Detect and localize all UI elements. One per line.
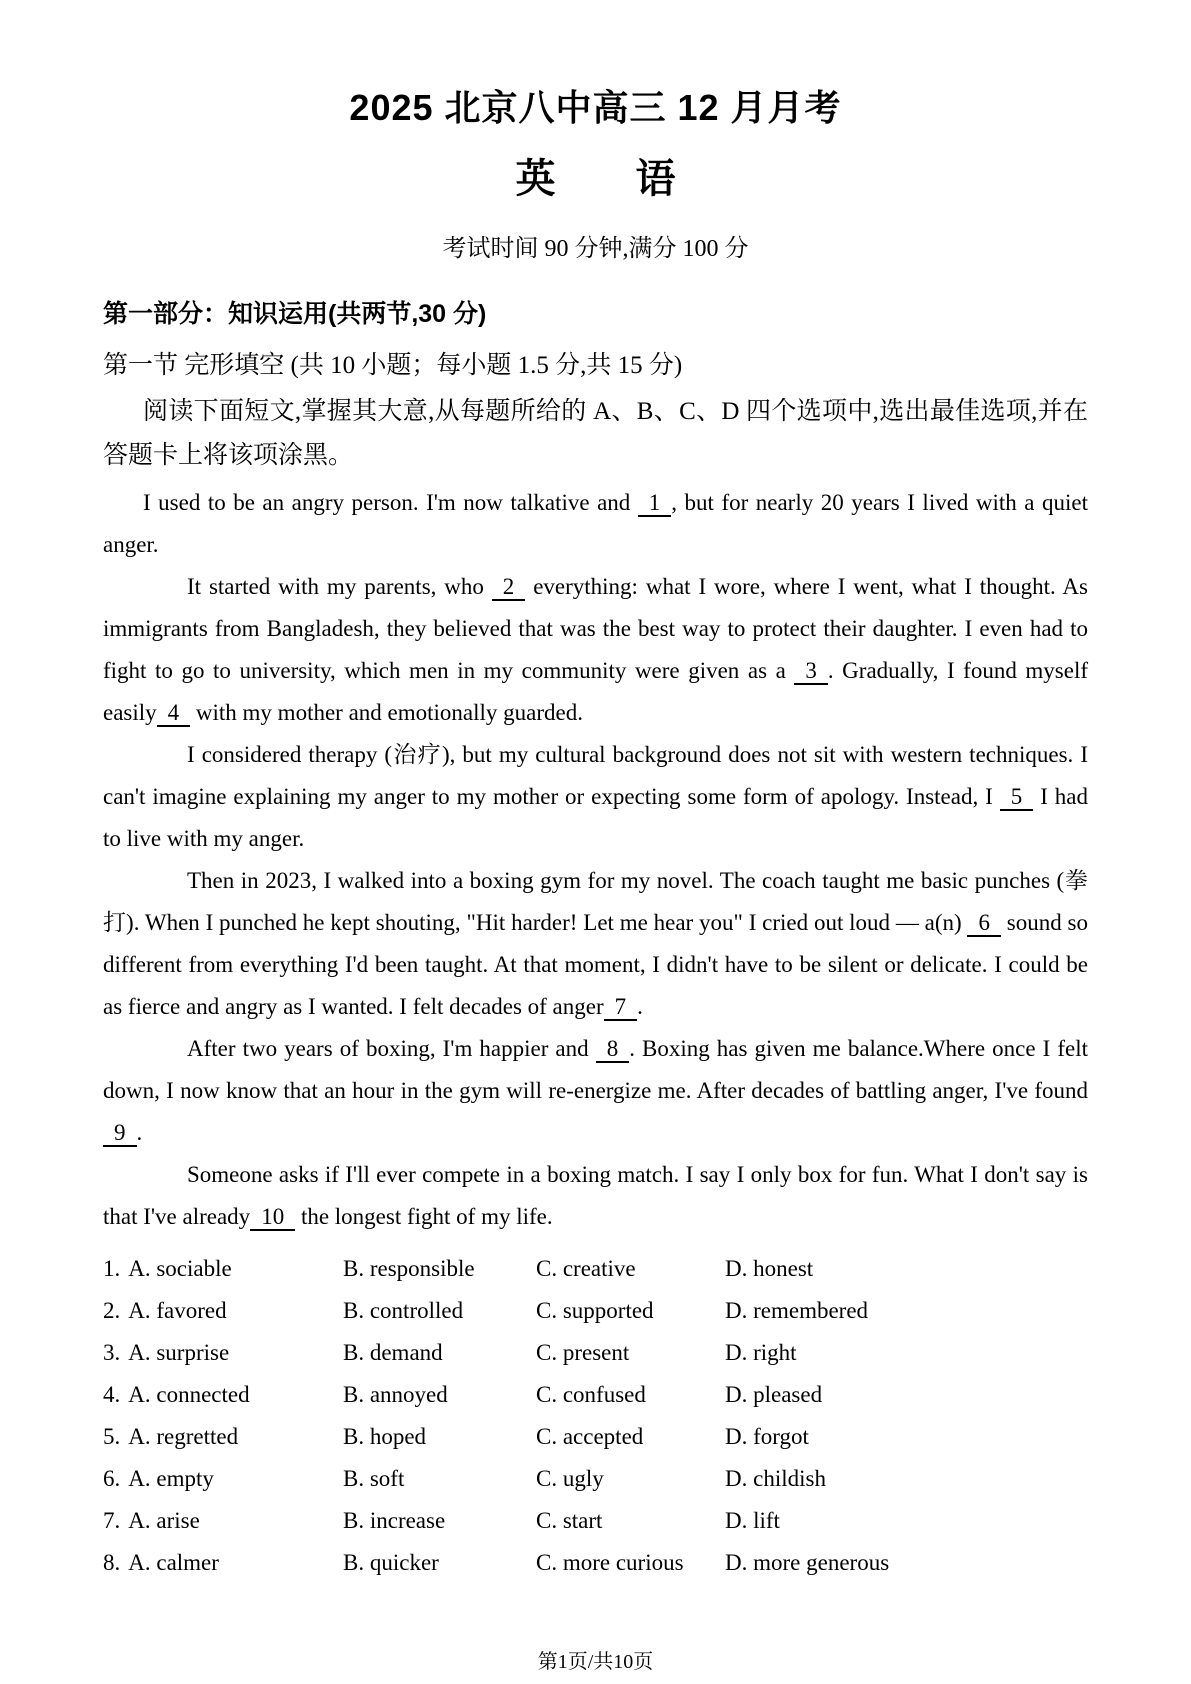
question-row-5 (103, 1416, 1088, 1458)
passage-paragraph: I used to be an angry person. I'm now talkative and 1 , but for nearly 20 years I lived with a quiet anger. (103, 490, 1089, 557)
option-label: D. forgot (725, 1424, 809, 1449)
question-number: 7. (103, 1508, 121, 1533)
section-one-heading: 第一节 完形填空 (共 10 小题；每小题 1.5 分,共 15 分) (103, 352, 683, 379)
exam-header (103, 86, 1088, 264)
page-footer (0, 1645, 1191, 1674)
option-label: D. lift (725, 1508, 780, 1533)
question-row-2 (103, 1290, 1088, 1332)
option-label: B. responsible (343, 1256, 475, 1281)
cloze-blank-8: 8 (596, 1036, 630, 1063)
passage-paragraph: After two years of boxing, I'm happier and 8 . Boxing has given me balance.Where once I felt down, I now know that an hour in the gym will re-energize me. After decades of battling anger, I've found 9 . (103, 1036, 1088, 1145)
cloze-blank-5: 5 (1000, 784, 1034, 811)
option-label: B. controlled (343, 1298, 464, 1323)
option-label: A. arise (128, 1508, 200, 1533)
option-label: C. accepted (536, 1424, 644, 1449)
passage-paragraph: Then in 2023, I walked into a boxing gym for my novel. The coach taught me basic punches (拳打). When I punched he kept shouting, "Hit harder! Let me hear you" I cried out loud — a(n) 6 sound so different from everything I'd been taught. At that moment, I didn't have to be silent or delicate. I could be as fierce and angry as I wanted. I felt decades of anger 7 . (103, 868, 1088, 1019)
option-cell-d (725, 1374, 1088, 1416)
option-label: C. ugly (536, 1466, 604, 1491)
option-cell-a (103, 1458, 343, 1500)
option-cell-b (343, 1248, 536, 1290)
option-cell-c (536, 1500, 725, 1542)
option-label: B. hoped (343, 1424, 427, 1449)
option-label: D. honest (725, 1256, 814, 1281)
option-label: A. regretted (128, 1424, 239, 1449)
option-label: C. more curious (536, 1550, 684, 1575)
question-row-6 (103, 1458, 1088, 1500)
option-label: C. start (536, 1508, 603, 1533)
question-number: 1. (103, 1256, 121, 1281)
option-label: C. supported (536, 1298, 654, 1323)
option-cell-d (725, 1290, 1088, 1332)
cloze-passage (103, 482, 1088, 1238)
question-number: 2. (103, 1298, 121, 1323)
option-label: B. annoyed (343, 1382, 448, 1407)
cloze-blank-4: 4 (157, 700, 191, 727)
option-cell-d (725, 1500, 1088, 1542)
option-cell-c (536, 1290, 725, 1332)
option-cell-d (725, 1332, 1088, 1374)
question-row-8 (103, 1542, 1088, 1584)
page-number: 第1页/共10页 (537, 1651, 654, 1673)
option-label: A. surprise (128, 1340, 230, 1365)
option-cell-c (536, 1458, 725, 1500)
option-cell-b (343, 1290, 536, 1332)
option-label: C. creative (536, 1256, 636, 1281)
question-number: 5. (103, 1424, 121, 1449)
option-cell-c (536, 1248, 725, 1290)
option-label: A. connected (128, 1382, 250, 1407)
passage-paragraph: Someone asks if I'll ever compete in a boxing match. I say I only box for fun. What I don't say is that I've already 10 the longest fight of my life. (103, 1162, 1088, 1229)
option-cell-c (536, 1416, 725, 1458)
cloze-blank-10: 10 (250, 1204, 295, 1231)
cloze-blank-7: 7 (604, 994, 638, 1021)
option-cell-a (103, 1332, 343, 1374)
option-cell-a (103, 1416, 343, 1458)
option-cell-b (343, 1332, 536, 1374)
option-label: C. present (536, 1340, 630, 1365)
option-cell-a (103, 1248, 343, 1290)
option-label: B. demand (343, 1340, 443, 1365)
cloze-blank-2: 2 (492, 574, 526, 601)
exam-subject: 英 语 (515, 157, 676, 201)
option-label: A. sociable (128, 1256, 232, 1281)
option-cell-a (103, 1542, 343, 1584)
part-one-section (103, 298, 1088, 1584)
option-cell-a (103, 1290, 343, 1332)
option-cell-a (103, 1500, 343, 1542)
exam-info: 考试时间 90 分钟,满分 100 分 (442, 236, 749, 262)
question-number: 3. (103, 1340, 121, 1365)
option-label: A. calmer (128, 1550, 219, 1575)
option-label: A. empty (128, 1466, 214, 1491)
exam-title: 2025 北京八中高三 12 月月考 (349, 87, 842, 128)
passage-paragraph: It started with my parents, who 2 everything: what I wore, where I went, what I thought. As immigrants from Bangladesh, they believed that was the best way to protect their daughter. I even had to fight to go to university, which men in my community were given as a 3 . Gradually, I found myself easily 4 with my mother and emotionally guarded. (103, 574, 1088, 725)
option-cell-b (343, 1416, 536, 1458)
option-cell-b (343, 1542, 536, 1584)
option-cell-c (536, 1374, 725, 1416)
question-number: 4. (103, 1382, 121, 1407)
option-label: D. childish (725, 1466, 826, 1491)
option-label: D. more generous (725, 1550, 890, 1575)
question-row-7 (103, 1500, 1088, 1542)
option-label: D. remembered (725, 1298, 869, 1323)
question-number: 6. (103, 1466, 121, 1491)
cloze-blank-3: 3 (794, 658, 828, 685)
option-label: D. right (725, 1340, 797, 1365)
option-cell-b (343, 1458, 536, 1500)
question-row-3 (103, 1332, 1088, 1374)
option-label: B. soft (343, 1466, 405, 1491)
passage-paragraph: I considered therapy (治疗), but my cultural background does not sit with western techniques. I can't imagine explaining my anger to my mother or expecting some form of apology. Instead, I 5 I had to live with my anger. (103, 742, 1088, 851)
cloze-instructions: 阅读下面短文,掌握其大意,从每题所给的 A、B、C、D 四个选项中,选出最佳选项,并在答题卡上将该项涂黑。 (103, 398, 1088, 469)
option-cell-b (343, 1500, 536, 1542)
cloze-blank-6: 6 (967, 910, 1001, 937)
option-label: B. increase (343, 1508, 446, 1533)
option-cell-d (725, 1542, 1088, 1584)
option-label: A. favored (128, 1298, 227, 1323)
cloze-options-list (103, 1248, 1088, 1584)
part-one-heading: 第一部分：知识运用(共两节,30 分) (103, 300, 487, 328)
option-cell-d (725, 1416, 1088, 1458)
option-label: B. quicker (343, 1550, 439, 1575)
option-cell-a (103, 1374, 343, 1416)
question-row-4 (103, 1374, 1088, 1416)
option-cell-b (343, 1374, 536, 1416)
cloze-blank-1: 1 (638, 490, 672, 517)
cloze-blank-9: 9 (103, 1120, 137, 1147)
option-cell-d (725, 1248, 1088, 1290)
option-cell-c (536, 1332, 725, 1374)
option-cell-c (536, 1542, 725, 1584)
option-label: C. confused (536, 1382, 646, 1407)
option-label: D. pleased (725, 1382, 823, 1407)
question-row-1 (103, 1248, 1088, 1290)
option-cell-d (725, 1458, 1088, 1500)
question-number: 8. (103, 1550, 121, 1575)
